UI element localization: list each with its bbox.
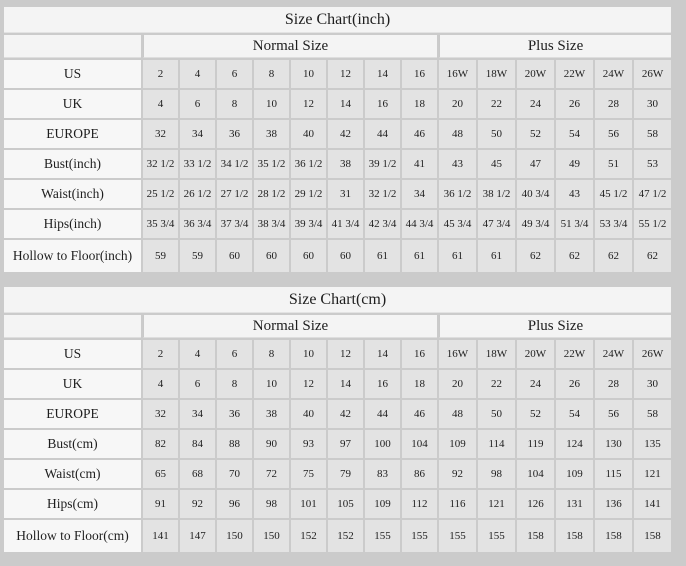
size-cell: 22W xyxy=(556,340,593,368)
size-cell: 28 xyxy=(595,90,632,118)
size-cell: 45 xyxy=(478,150,515,178)
size-cell: 6 xyxy=(180,90,215,118)
corner-cell xyxy=(4,35,141,58)
size-cell: 22 xyxy=(478,90,515,118)
size-cell: 22W xyxy=(556,60,593,88)
normal-size-header: Normal Size xyxy=(143,35,437,58)
size-cell: 126 xyxy=(517,490,554,518)
size-cell: 56 xyxy=(595,400,632,428)
size-cell: 121 xyxy=(478,490,515,518)
size-cell: 32 1/2 xyxy=(365,180,400,208)
size-cell: 40 3/4 xyxy=(517,180,554,208)
size-cell: 12 xyxy=(328,340,363,368)
size-cell: 16W xyxy=(439,340,476,368)
row-label: UK xyxy=(4,90,141,118)
table-row xyxy=(4,430,671,458)
size-cell: 26 xyxy=(556,90,593,118)
size-cell: 40 xyxy=(291,120,326,148)
size-cell: 53 xyxy=(634,150,671,178)
size-cell: 124 xyxy=(556,430,593,458)
row-label: US xyxy=(4,60,141,88)
size-cell: 104 xyxy=(402,430,437,458)
size-cell: 33 1/2 xyxy=(180,150,215,178)
size-cell: 141 xyxy=(634,490,671,518)
size-cell: 150 xyxy=(217,520,252,552)
size-cell: 20W xyxy=(517,60,554,88)
size-cell: 38 3/4 xyxy=(254,210,289,238)
size-cell: 121 xyxy=(634,460,671,488)
size-cell: 34 1/2 xyxy=(217,150,252,178)
table-title: Size Chart(inch) xyxy=(4,7,671,33)
corner-cell xyxy=(4,315,141,338)
size-cell: 155 xyxy=(402,520,437,552)
size-cell: 98 xyxy=(254,490,289,518)
size-cell: 60 xyxy=(217,240,252,272)
size-cell: 30 xyxy=(634,370,671,398)
size-cell: 28 xyxy=(595,370,632,398)
size-cell: 88 xyxy=(217,430,252,458)
size-cell: 96 xyxy=(217,490,252,518)
table-title-row xyxy=(4,7,671,33)
size-group-header-row xyxy=(4,35,671,58)
size-cell: 83 xyxy=(365,460,400,488)
size-cell: 26 xyxy=(556,370,593,398)
row-label: Hips(cm) xyxy=(4,490,141,518)
size-cell: 45 3/4 xyxy=(439,210,476,238)
size-cell: 8 xyxy=(254,340,289,368)
size-cell: 42 xyxy=(328,120,363,148)
size-cell: 101 xyxy=(291,490,326,518)
size-cell: 12 xyxy=(291,90,326,118)
row-label: US xyxy=(4,340,141,368)
table-row xyxy=(4,340,671,368)
size-cell: 16W xyxy=(439,60,476,88)
row-label: Hips(inch) xyxy=(4,210,141,238)
size-cell: 93 xyxy=(291,430,326,458)
table-row xyxy=(4,120,671,148)
size-cell: 62 xyxy=(517,240,554,272)
size-cell: 158 xyxy=(556,520,593,552)
size-cell: 31 xyxy=(328,180,363,208)
size-cell: 6 xyxy=(217,340,252,368)
size-cell: 50 xyxy=(478,120,515,148)
size-cell: 44 xyxy=(365,400,400,428)
table-row xyxy=(4,150,671,178)
size-cell: 44 xyxy=(365,120,400,148)
size-cell: 22 xyxy=(478,370,515,398)
size-cell: 47 1/2 xyxy=(634,180,671,208)
size-cell: 25 1/2 xyxy=(143,180,178,208)
size-cell: 51 3/4 xyxy=(556,210,593,238)
size-cell: 72 xyxy=(254,460,289,488)
size-cell: 84 xyxy=(180,430,215,458)
size-cell: 34 xyxy=(402,180,437,208)
size-cell: 158 xyxy=(517,520,554,552)
table-row xyxy=(4,370,671,398)
size-cell: 42 xyxy=(328,400,363,428)
size-cell: 12 xyxy=(328,60,363,88)
size-cell: 115 xyxy=(595,460,632,488)
row-label: Bust(inch) xyxy=(4,150,141,178)
size-cell: 65 xyxy=(143,460,178,488)
size-cell: 32 xyxy=(143,400,178,428)
size-cell: 14 xyxy=(328,370,363,398)
plus-size-header: Plus Size xyxy=(439,315,671,338)
size-cell: 54 xyxy=(556,120,593,148)
size-cell: 4 xyxy=(143,90,178,118)
size-cell: 59 xyxy=(180,240,215,272)
size-cell: 152 xyxy=(291,520,326,552)
size-cell: 38 xyxy=(328,150,363,178)
size-cell: 29 1/2 xyxy=(291,180,326,208)
table-title-row xyxy=(4,287,671,313)
row-label: Waist(cm) xyxy=(4,460,141,488)
size-cell: 109 xyxy=(365,490,400,518)
size-cell: 56 xyxy=(595,120,632,148)
size-cell: 45 1/2 xyxy=(595,180,632,208)
row-label: Hollow to Floor(inch) xyxy=(4,240,141,272)
size-cell: 105 xyxy=(328,490,363,518)
size-cell: 18 xyxy=(402,90,437,118)
size-cell: 147 xyxy=(180,520,215,552)
size-cell: 24W xyxy=(595,340,632,368)
size-cell: 6 xyxy=(180,370,215,398)
size-cell: 26 1/2 xyxy=(180,180,215,208)
size-cell: 136 xyxy=(595,490,632,518)
size-cell: 61 xyxy=(365,240,400,272)
row-label: Hollow to Floor(cm) xyxy=(4,520,141,552)
normal-size-header: Normal Size xyxy=(143,315,437,338)
size-cell: 70 xyxy=(217,460,252,488)
size-cell: 112 xyxy=(402,490,437,518)
table-row xyxy=(4,90,671,118)
size-cell: 104 xyxy=(517,460,554,488)
size-cell: 44 3/4 xyxy=(402,210,437,238)
size-cell: 53 3/4 xyxy=(595,210,632,238)
size-cell: 155 xyxy=(478,520,515,552)
size-cell: 39 1/2 xyxy=(365,150,400,178)
size-cell: 130 xyxy=(595,430,632,458)
size-cell: 90 xyxy=(254,430,289,458)
size-cell: 34 xyxy=(180,120,215,148)
size-cell: 10 xyxy=(254,90,289,118)
size-cell: 114 xyxy=(478,430,515,458)
size-chart-inch-table xyxy=(2,5,673,274)
table-row xyxy=(4,210,671,238)
size-cell: 4 xyxy=(180,60,215,88)
size-cell: 26W xyxy=(634,60,671,88)
size-cell: 48 xyxy=(439,400,476,428)
row-label: Waist(inch) xyxy=(4,180,141,208)
size-group-header-row xyxy=(4,315,671,338)
size-cell: 42 3/4 xyxy=(365,210,400,238)
size-cell: 26W xyxy=(634,340,671,368)
size-cell: 50 xyxy=(478,400,515,428)
table-row xyxy=(4,60,671,88)
size-cell: 62 xyxy=(595,240,632,272)
size-cell: 46 xyxy=(402,400,437,428)
size-cell: 24 xyxy=(517,90,554,118)
size-cell: 158 xyxy=(634,520,671,552)
size-cell: 155 xyxy=(365,520,400,552)
size-cell: 43 xyxy=(556,180,593,208)
size-cell: 20 xyxy=(439,370,476,398)
size-cell: 155 xyxy=(439,520,476,552)
size-cell: 36 xyxy=(217,120,252,148)
size-cell: 97 xyxy=(328,430,363,458)
size-cell: 24W xyxy=(595,60,632,88)
size-cell: 10 xyxy=(254,370,289,398)
size-cell: 2 xyxy=(143,60,178,88)
size-cell: 37 3/4 xyxy=(217,210,252,238)
size-cell: 24 xyxy=(517,370,554,398)
size-cell: 135 xyxy=(634,430,671,458)
size-cell: 43 xyxy=(439,150,476,178)
size-cell: 152 xyxy=(328,520,363,552)
table-row xyxy=(4,240,671,272)
size-cell: 75 xyxy=(291,460,326,488)
size-cell: 4 xyxy=(180,340,215,368)
size-cell: 35 1/2 xyxy=(254,150,289,178)
size-cell: 34 xyxy=(180,400,215,428)
size-cell: 54 xyxy=(556,400,593,428)
size-cell: 141 xyxy=(143,520,178,552)
size-cell: 27 1/2 xyxy=(217,180,252,208)
size-cell: 39 3/4 xyxy=(291,210,326,238)
size-cell: 59 xyxy=(143,240,178,272)
size-cell: 55 1/2 xyxy=(634,210,671,238)
size-cell: 47 xyxy=(517,150,554,178)
row-label: EUROPE xyxy=(4,400,141,428)
size-cell: 116 xyxy=(439,490,476,518)
size-cell: 16 xyxy=(365,370,400,398)
row-label: Bust(cm) xyxy=(4,430,141,458)
size-cell: 109 xyxy=(556,460,593,488)
plus-size-header: Plus Size xyxy=(439,35,671,58)
table-row xyxy=(4,520,671,552)
size-cell: 86 xyxy=(402,460,437,488)
size-cell: 18W xyxy=(478,60,515,88)
size-cell: 131 xyxy=(556,490,593,518)
size-cell: 10 xyxy=(291,340,326,368)
size-cell: 61 xyxy=(439,240,476,272)
size-cell: 8 xyxy=(254,60,289,88)
size-cell: 92 xyxy=(439,460,476,488)
size-cell: 58 xyxy=(634,400,671,428)
size-cell: 36 1/2 xyxy=(439,180,476,208)
size-cell: 61 xyxy=(402,240,437,272)
size-cell: 32 1/2 xyxy=(143,150,178,178)
size-cell: 52 xyxy=(517,400,554,428)
size-cell: 14 xyxy=(365,60,400,88)
size-cell: 36 3/4 xyxy=(180,210,215,238)
size-cell: 60 xyxy=(328,240,363,272)
size-cell: 48 xyxy=(439,120,476,148)
row-label: EUROPE xyxy=(4,120,141,148)
size-cell: 38 1/2 xyxy=(478,180,515,208)
size-cell: 32 xyxy=(143,120,178,148)
size-cell: 4 xyxy=(143,370,178,398)
table-row xyxy=(4,400,671,428)
size-cell: 47 3/4 xyxy=(478,210,515,238)
size-cell: 16 xyxy=(402,340,437,368)
size-cell: 100 xyxy=(365,430,400,458)
row-label: UK xyxy=(4,370,141,398)
size-cell: 20 xyxy=(439,90,476,118)
size-cell: 38 xyxy=(254,400,289,428)
size-cell: 62 xyxy=(634,240,671,272)
size-cell: 58 xyxy=(634,120,671,148)
size-cell: 36 xyxy=(217,400,252,428)
size-cell: 51 xyxy=(595,150,632,178)
size-cell: 10 xyxy=(291,60,326,88)
size-cell: 14 xyxy=(328,90,363,118)
size-cell: 2 xyxy=(143,340,178,368)
size-cell: 8 xyxy=(217,370,252,398)
size-cell: 16 xyxy=(402,60,437,88)
size-cell: 62 xyxy=(556,240,593,272)
size-cell: 60 xyxy=(254,240,289,272)
size-chart-tables xyxy=(2,5,673,554)
size-cell: 52 xyxy=(517,120,554,148)
size-cell: 61 xyxy=(478,240,515,272)
size-cell: 8 xyxy=(217,90,252,118)
size-cell: 150 xyxy=(254,520,289,552)
table-title: Size Chart(cm) xyxy=(4,287,671,313)
size-cell: 20W xyxy=(517,340,554,368)
size-cell: 109 xyxy=(439,430,476,458)
size-cell: 60 xyxy=(291,240,326,272)
size-cell: 41 3/4 xyxy=(328,210,363,238)
size-cell: 119 xyxy=(517,430,554,458)
size-cell: 98 xyxy=(478,460,515,488)
size-cell: 158 xyxy=(595,520,632,552)
size-cell: 30 xyxy=(634,90,671,118)
size-cell: 38 xyxy=(254,120,289,148)
size-cell: 6 xyxy=(217,60,252,88)
size-cell: 82 xyxy=(143,430,178,458)
table-row xyxy=(4,180,671,208)
size-cell: 46 xyxy=(402,120,437,148)
table-row xyxy=(4,460,671,488)
size-cell: 14 xyxy=(365,340,400,368)
size-cell: 36 1/2 xyxy=(291,150,326,178)
size-cell: 28 1/2 xyxy=(254,180,289,208)
size-cell: 16 xyxy=(365,90,400,118)
size-cell: 68 xyxy=(180,460,215,488)
size-chart-cm-table xyxy=(2,285,673,554)
size-cell: 79 xyxy=(328,460,363,488)
size-cell: 49 3/4 xyxy=(517,210,554,238)
size-cell: 12 xyxy=(291,370,326,398)
size-cell: 18W xyxy=(478,340,515,368)
size-cell: 35 3/4 xyxy=(143,210,178,238)
size-cell: 91 xyxy=(143,490,178,518)
size-cell: 49 xyxy=(556,150,593,178)
table-row xyxy=(4,490,671,518)
size-cell: 41 xyxy=(402,150,437,178)
size-cell: 18 xyxy=(402,370,437,398)
size-cell: 92 xyxy=(180,490,215,518)
size-cell: 40 xyxy=(291,400,326,428)
